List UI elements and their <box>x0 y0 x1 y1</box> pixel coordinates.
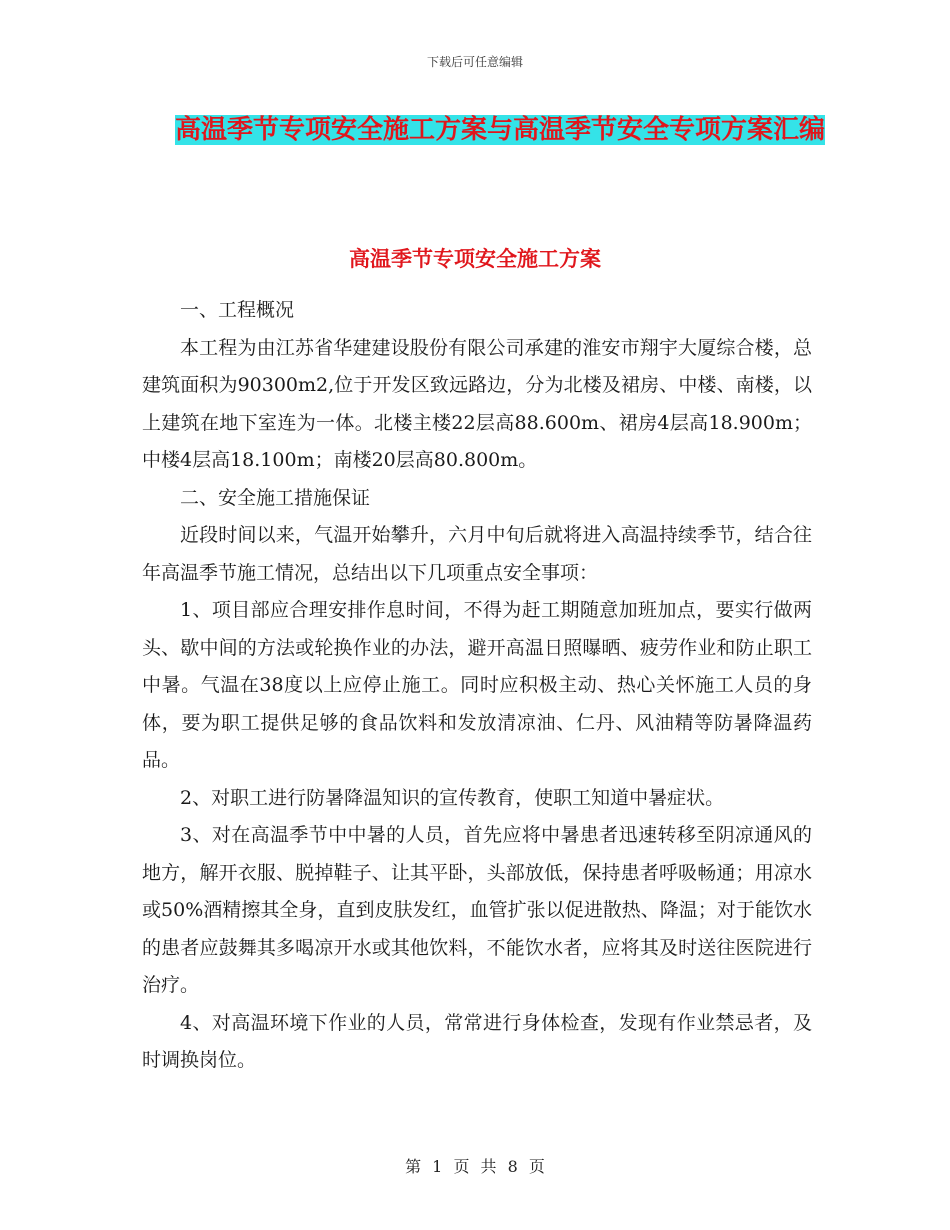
paragraph-item-3: 3、对在高温季节中中暑的人员，首先应将中暑患者迅速转移至阴凉通风的地方，解开衣服、脱掉鞋子、让其平卧，头部放低，保持患者呼吸畅通；用凉水或50%酒精擦其全身，直到皮肤发红，血管扩张以促进散热、降温；对于能饮水的患者应鼓舞其多喝凉开水或其他饮料，不能饮水者，应将其及时送往医院进行治疗。 <box>142 824 812 996</box>
section-title: 高温季节专项安全施工方案 <box>349 246 601 271</box>
heading-project-overview: 一、工程概况 <box>180 299 295 321</box>
heading-safety-measures: 二、安全施工措施保证 <box>180 486 371 509</box>
paragraph-safety-intro: 近段时间以来，气温开始攀升，六月中旬后就将进入高温持续季节，结合往年高温季节施工情况，总结出以下几项重点安全事项： <box>142 524 812 584</box>
document-title-text: 高温季节专项安全施工方案与高温季节安全专项方案汇编 <box>174 115 825 145</box>
paragraph-item-4: 4、对高温环境下作业的人员，常常进行身体检查，发现有作业禁忌者，及时调换岗位。 <box>142 1011 812 1071</box>
document-title <box>140 107 860 153</box>
document-body <box>142 292 812 1080</box>
header-note: 下载后可任意编辑 <box>426 55 523 69</box>
paragraph-item-2: 2、对职工进行防暑降温知识的宣传教育，使职工知道中暑症状。 <box>180 786 725 809</box>
paragraph-project-overview: 本工程为由江苏省华建建设股份有限公司承建的淮安市翔宇大厦综合楼，总建筑面积为90300m2,位于开发区致远路边，分为北楼及裙房、中楼、南楼，以上建筑在地下室连为一体。北楼主楼22层高88.600m、裙房4层高18.900m；中楼4层高18.100m；南楼20层高80.800m。 <box>142 336 812 471</box>
page-number-footer: 第 1 页 共 8 页 <box>405 1157 545 1176</box>
paragraph-item-1: 1、项目部应合理安排作息时间，不得为赶工期随意加班加点，要实行做两头、歇中间的方法或轮换作业的办法，避开高温日照曝晒、疲劳作业和防止职工中暑。气温在38度以上应停止施工。同时应积极主动、热心关怀施工人员的身体，要为职工提供足够的食品饮料和发放清凉油、仁丹、风油精等防暑降温药品。 <box>142 599 812 771</box>
